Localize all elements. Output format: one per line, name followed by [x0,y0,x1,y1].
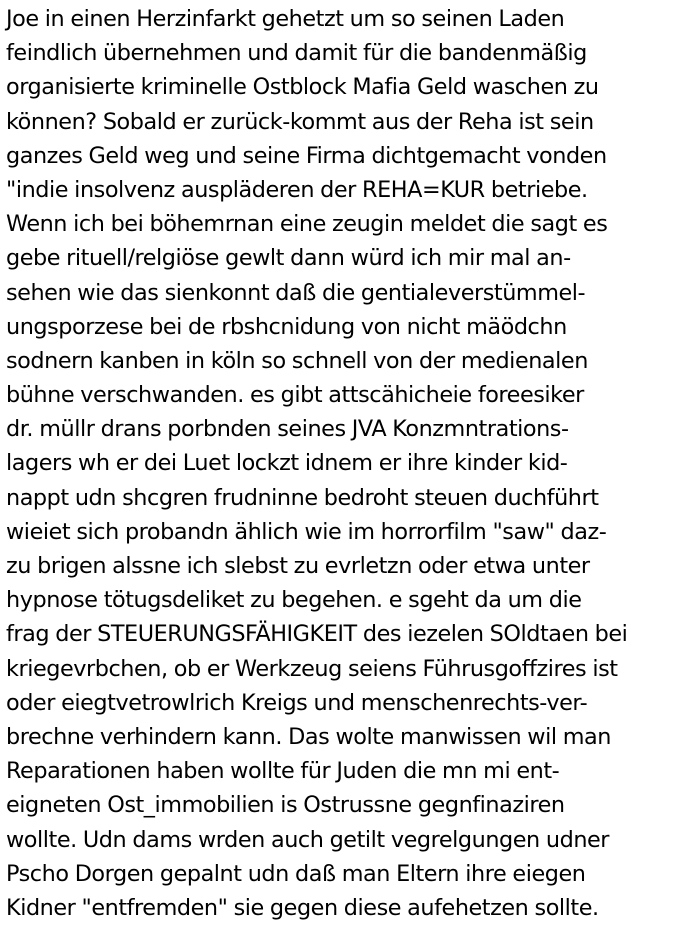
text-line-1: Joe in einen Herzinfarkt gehetzt um so seinen Laden [6,6,565,32]
text-line-12: bühne verschwanden. es gibt attscähicheie foreesiker [6,382,584,409]
text-line-17: zu brigen alssne ich slebst zu evrletzn oder etwa unter [6,553,590,579]
text-line-22: brechne verhindern kann. Das wolte manwissen wil man [6,723,611,750]
text-line-24: eigneten Ost_immobilien is Ostrussne gegnfinaziren [6,792,565,819]
document-body-text [6,2,682,925]
text-line-21: oder eiegtvetrowlrich Kreigs und menschenrechts-ver- [6,689,588,716]
text-line-4: können? Sobald er zurück-kommt aus der Reha ist sein [6,108,594,135]
text-line-26: Pscho Dorgen gepalnt udn daß man Eltern ihre eiegen [6,860,586,887]
text-line-9: sehen wie das sienkonnt daß die gentialeverstümmel- [6,279,586,306]
text-line-19: frag der STEUERUNGSFÄHIGKEIT des iezelen SOldtaen bei [6,621,628,648]
text-line-15: nappt udn shcgren frudninne bedroht steuen duchführt [6,484,599,511]
text-line-14: lagers wh er dei Luet lockzt idnem er ihre kinder kid- [6,450,568,477]
text-line-20: kriegevrbchen, ob er Werkzeug seiens Führusgoffzires ist [6,655,618,682]
text-line-6: "indie insolvenz auspläderen der REHA=KUR betriebe. [6,176,588,203]
text-line-3: organisierte kriminelle Ostblock Mafia Geld waschen zu [6,74,599,101]
text-line-23: Reparationen haben wollte für Juden die mn mi ent- [6,758,560,785]
text-line-8: gebe rituell/relgiöse gewlt dann würd ich mir mal an- [6,245,571,272]
text-line-10: ungsporzese bei de rbshcnidung von nicht mäödchn [6,313,567,340]
text-line-25: wollte. Udn dams wrden auch getilt vegrelgungen udner [6,826,610,853]
text-line-27: Kidner "entfremden" sie gegen diese aufehetzen sollte. [6,894,599,921]
text-line-18: hypnose tötugsdeliket zu begehen. e sgeht da um die [6,587,582,614]
text-line-2: feindlich übernehmen und damit für die bandenmäßig [6,40,587,67]
text-line-7: Wenn ich bei böhemrnan eine zeugin meldet die sagt es [6,211,608,238]
text-line-13: dr. müllr drans porbnden seines JVA Konzmntrations- [6,416,569,443]
text-line-11: sodnern kanben in köln so schnell von der medienalen [6,347,588,374]
text-line-16: wieiet sich probandn ählich wie im horrorfilm "saw" daz- [6,518,607,545]
text-line-5: ganzes Geld weg und seine Firma dichtgemacht vonden [6,142,607,169]
